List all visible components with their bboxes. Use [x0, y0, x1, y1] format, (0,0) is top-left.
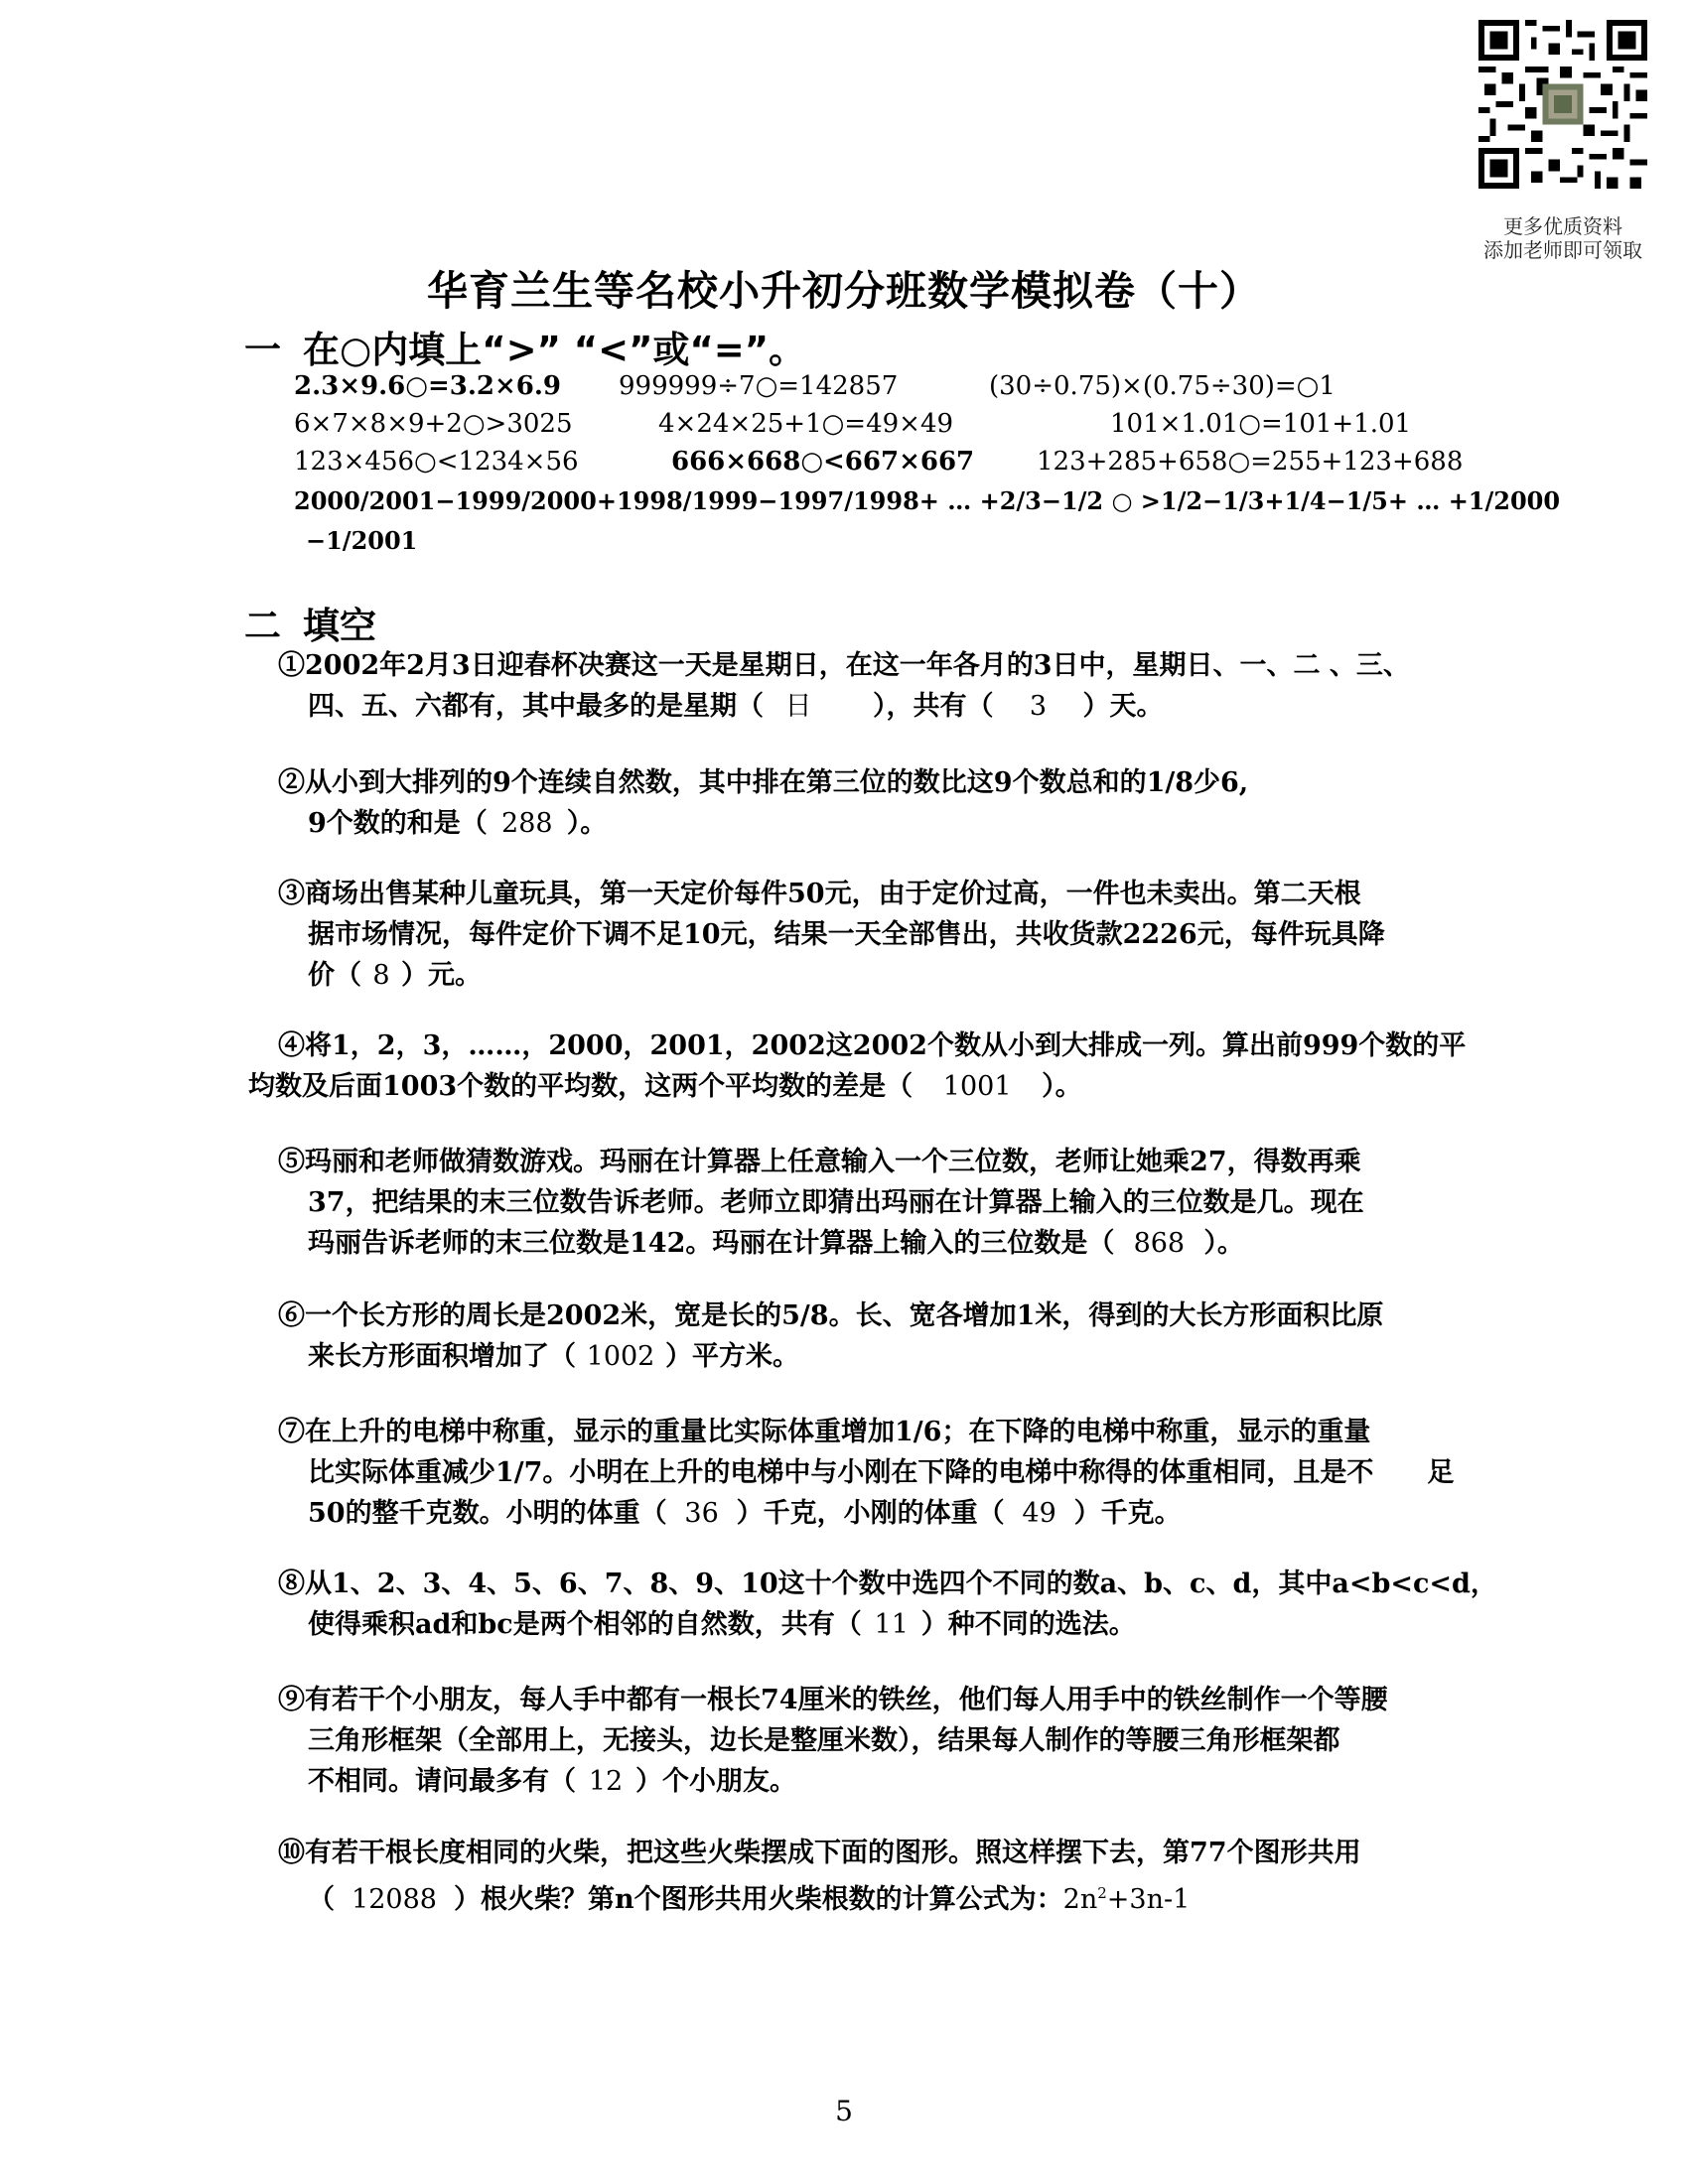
- question-3: [278, 874, 1450, 996]
- section-2-number: 二: [244, 605, 281, 647]
- answer-1b: 3: [1029, 691, 1048, 722]
- question-5-line-1: ⑤玛丽和老师做猜数游戏。玛丽在计算器上任意输入一个三位数，老师让她乘27，得数再乘: [278, 1147, 1361, 1177]
- qr-caption-line-2: 添加老师即可领取: [1483, 238, 1642, 262]
- compare-item-9: 123+285+658○=255+123+688: [1037, 447, 1464, 477]
- question-8-line-2: 使得乘积ad和bc是两个相邻的自然数，共有（ 11 ）种不同的选法。: [278, 1604, 1450, 1645]
- question-7-line-2: 比实际体重减少1/7。小明在上升的电梯中与小刚在下降的电梯中称得的体重相同，且是不 足: [308, 1457, 1455, 1488]
- question-2: [278, 762, 1450, 844]
- answer-10: 12088: [352, 1884, 437, 1915]
- page-title: 华育兰生等名校小升初分班数学模拟卷（十）: [427, 267, 1261, 315]
- answer-5: 868: [1133, 1228, 1186, 1259]
- question-7: [278, 1412, 1455, 1534]
- formula-10: $2n^2+3n-1$: [1062, 1884, 1191, 1915]
- question-2-line-1: ②从小到大排列的9个连续自然数，其中排在第三位的数比这9个数总和的1/8少6,: [278, 767, 1249, 798]
- question-6: [278, 1296, 1450, 1377]
- answer-1a: 日: [784, 691, 812, 722]
- question-9-line-3: 不相同。请问最多有（ 12 ）个小朋友。: [278, 1761, 1450, 1802]
- compare-item-8: 666×668○<667×667: [671, 447, 975, 477]
- question-5: [278, 1142, 1450, 1264]
- question-4-line-2: 均数及后面1003个数的平均数，这两个平均数的差是（ 1001 ）。: [248, 1066, 1450, 1107]
- question-9: [278, 1680, 1450, 1802]
- compare-item-1: 2.3×9.6○=3.2×6.9: [294, 371, 561, 401]
- qr-block: [1476, 20, 1650, 262]
- answer-6: 1002: [586, 1341, 655, 1372]
- answer-2: 288: [501, 808, 553, 839]
- compare-item-4: 6×7×8×9+2○>3025: [294, 409, 573, 439]
- section-1-title: 在○内填上“>” “<”或“=”。: [303, 329, 806, 371]
- section-2-title: 填空: [303, 605, 376, 647]
- question-1: [278, 645, 1450, 727]
- question-6-line-2: 来长方形面积增加了（ 1002 ）平方米。: [278, 1336, 1450, 1377]
- question-7-line-3: 50的整千克数。小明的体重（ 36 ）千克，小刚的体重（ 49 ）千克。: [278, 1493, 1450, 1534]
- question-9-line-2: 三角形框架（全部用上，无接头，边长是整厘米数），结果每人制作的等腰三角形框架都: [308, 1725, 1340, 1756]
- question-1-line-2: 四、五、六都有，其中最多的是星期（ 日 ），共有（ 3 ）天。: [278, 686, 1450, 727]
- page-number: 5: [835, 2095, 853, 2127]
- question-3-line-3: 价（ 8 ）元。: [278, 955, 1450, 996]
- section-2-heading: [244, 596, 376, 649]
- question-4: [248, 1025, 1467, 1107]
- answer-7b: 49: [1022, 1498, 1056, 1529]
- question-9-line-1: ⑨有若干个小朋友，每人手中都有一根长74厘米的铁丝，他们每人用手中的铁丝制作一个等腰: [278, 1685, 1388, 1715]
- question-10-line-1: ⑩有若干根长度相同的火柴，把这些火柴摆成下面的图形。照这样摆下去，第77个图形共用: [278, 1838, 1361, 1868]
- answer-9: 12: [588, 1766, 624, 1797]
- question-8: [278, 1564, 1497, 1645]
- question-10-line-2: （ 12088 ）根火柴？第n个图形共用火柴根数的计算公式为：$2n^2+3n-1$: [278, 1873, 1450, 1920]
- qr-code-icon: [1476, 20, 1650, 189]
- compare-item-10: 2000/2001−1999/2000+1998/1999−1997/1998+ … +2/3−1/2 ○ >1/2−1/3+1/4−1/5+ … +1/2000: [294, 486, 1561, 515]
- compare-item-6: 101×1.01○=101+1.01: [1110, 409, 1412, 439]
- question-3-line-1: ③商场出售某种儿童玩具，第一天定价每件50元，由于定价过高，一件也未卖出。第二天根: [278, 879, 1361, 909]
- question-6-line-1: ⑥一个长方形的周长是2002米，宽是长的5/8。长、宽各增加1米，得到的大长方形面积比原: [278, 1300, 1384, 1331]
- qr-caption: [1476, 214, 1650, 262]
- qr-caption-line-1: 更多优质资料: [1503, 214, 1622, 238]
- compare-item-3: (30÷0.75)×(0.75÷30)=○1: [989, 371, 1336, 401]
- question-8-line-1: ⑧从1、2、3、4、5、6、7、8、9、10这十个数中选四个不同的数a、b、c、d，其中a<b<c<d，: [278, 1569, 1497, 1599]
- question-1-line-1: ①2002年2月3日迎春杯决赛这一天是星期日，在这一年各月的3日中，星期日、一、二 、三、: [278, 650, 1410, 681]
- answer-3: 8: [372, 960, 390, 991]
- question-2-line-2: 9个数的和是（ 288 ）。: [278, 803, 1450, 844]
- question-10: [278, 1833, 1450, 1920]
- compare-item-10-cont: −1/2001: [306, 526, 418, 555]
- answer-4: 1001: [942, 1071, 1012, 1102]
- answer-7a: 36: [684, 1498, 719, 1529]
- question-3-line-2: 据市场情况，每件定价下调不足10元，结果一天全部售出，共收货款2226元，每件玩具降: [308, 919, 1385, 950]
- question-7-line-1: ⑦在上升的电梯中称重，显示的重量比实际体重增加1/6；在下降的电梯中称重，显示的重量: [278, 1417, 1371, 1447]
- compare-item-2: 999999÷7○=142857: [619, 371, 899, 401]
- question-5-line-3: 玛丽告诉老师的末三位数是142。玛丽在计算器上输入的三位数是（ 868 ）。: [278, 1223, 1450, 1264]
- section-1-heading: [244, 320, 805, 373]
- compare-item-5: 4×24×25+1○=49×49: [658, 409, 954, 439]
- section-1-number: 一: [244, 329, 281, 371]
- compare-item-7: 123×456○<1234×56: [294, 447, 579, 477]
- question-4-line-1: ④将1，2，3，……，2000，2001，2002这2002个数从小到大排成一列。算出前999个数的平: [278, 1030, 1467, 1061]
- question-5-line-2: 37，把结果的末三位数告诉老师。老师立即猜出玛丽在计算器上输入的三位数是几。现在: [308, 1187, 1364, 1218]
- answer-8: 11: [874, 1609, 909, 1640]
